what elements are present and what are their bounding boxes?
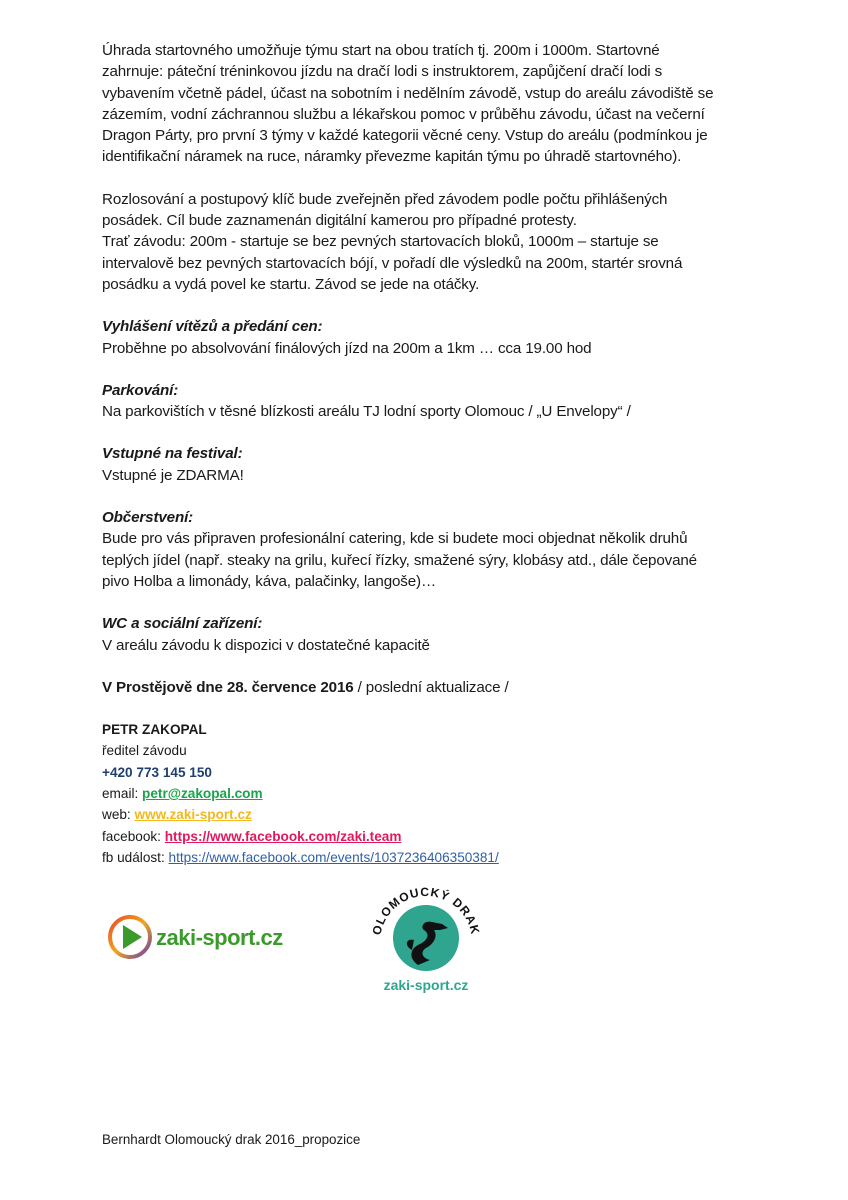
text-line: Na parkovištích v těsné blízkosti areálu TJ lodní sporty Olomouc / „U Envelopy“ / xyxy=(102,403,631,421)
section-vstupne xyxy=(102,443,752,486)
rozlosovani-paragraph xyxy=(102,189,752,295)
section-obcerstveni xyxy=(102,507,752,592)
web-link[interactable]: www.zaki-sport.cz xyxy=(134,807,252,823)
zaki-sport-logo-text: zaki-sport.cz xyxy=(156,925,283,950)
text-line: vybavením včetně pádel, účast na sobotním i nedělním závodě, vstup do areálu závodiště se xyxy=(102,84,714,102)
dateline-note: / poslední aktualizace / xyxy=(353,678,509,696)
section-heading: Občerstvení: xyxy=(102,509,194,527)
contact-phone[interactable]: +420 773 145 150 xyxy=(102,764,212,780)
text-line: Proběhne po absolvování finálových jízd na 200m a 1km … cca 19.00 hod xyxy=(102,339,592,357)
text-line: zahrnuje: páteční tréninkovou jízdu na dračí lodi s instruktorem, zapůjčení dračí lodi s xyxy=(102,63,663,81)
drak-logo-title: OLOMOUCKÝ DRAK xyxy=(369,884,483,937)
startovne-paragraph xyxy=(102,40,752,168)
text-line: Vstupné je ZDARMA! xyxy=(102,466,244,484)
section-heading: Vyhlášení vítězů a předání cen: xyxy=(102,318,323,336)
text-line: posádek. Cíl bude zaznamenán digitální kamerou pro případné protesty. xyxy=(102,212,577,230)
section-wc xyxy=(102,613,752,656)
section-heading: Vstupné na festival: xyxy=(102,445,243,463)
olomoucky-drak-logo xyxy=(368,880,483,995)
contact-name: PETR ZAKOPAL xyxy=(102,722,207,738)
text-line: pivo Holba a limonády, káva, palačinky, langoše)… xyxy=(102,572,436,590)
play-icon xyxy=(123,925,142,949)
text-line: identifikační náramek na ruce, náramky převezme kapitán týmu po úhradě startovného). xyxy=(102,148,682,166)
zaki-sport-logo xyxy=(106,912,296,962)
drak-logo-web: zaki-sport.cz xyxy=(383,977,469,993)
text-line: Dragon Párty, pro první 3 týmy v každé kategorii věcné ceny. Vstup do areálu (podmínkou je xyxy=(102,127,708,145)
text-line: Bude pro vás připraven profesionální catering, kde si budete moci objednat několik druhů xyxy=(102,530,688,548)
text-line: Úhrada startovného umožňuje týmu start na obou tratích tj. 200m i 1000m. Startovné xyxy=(102,42,660,59)
section-vyhlaseni xyxy=(102,316,752,359)
dateline-place-date: V Prostějově dne 28. července 2016 xyxy=(102,678,354,696)
contact-role: ředitel závodu xyxy=(102,743,187,759)
section-heading: WC a sociální zařízení: xyxy=(102,615,263,633)
text-line: intervalově bez pevných startovacích bójí, v pořadí dle výsledků na 200m, startér srovná xyxy=(102,254,683,272)
section-parkovani xyxy=(102,380,752,423)
facebook-link[interactable]: https://www.facebook.com/zaki.team xyxy=(164,828,402,844)
email-label: email: xyxy=(102,786,143,802)
section-heading: Parkování: xyxy=(102,381,179,399)
document-footer: Bernhardt Olomoucký drak 2016_propozice xyxy=(102,1132,361,1147)
text-line: V areálu závodu k dispozici v dostatečné kapacitě xyxy=(102,636,430,654)
fb-event-link[interactable]: https://www.facebook.com/events/1037236406350381/ xyxy=(168,849,499,865)
fb-event-label: fb událost: xyxy=(102,849,169,865)
email-link[interactable]: petr@zakopal.com xyxy=(142,786,263,802)
web-label: web: xyxy=(102,807,135,823)
contact-block xyxy=(102,719,752,868)
text-line: posádku a vydá povel ke startu. Závod se jede na otáčky. xyxy=(102,275,480,293)
text-line: zázemím, vodní záchrannou službu a lékařskou pomoc v průběhu závodu, účast na večerní xyxy=(102,105,705,123)
dateline xyxy=(102,677,752,698)
facebook-label: facebook: xyxy=(102,828,165,844)
text-line: teplých jídel (např. steaky na grilu, kuřecí řízky, smažené sýry, klobásy atd., dále čepované xyxy=(102,551,697,569)
document-page xyxy=(102,40,752,868)
text-line: Trať závodu: 200m - startuje se bez pevných startovacích bloků, 1000m – startuje se xyxy=(102,233,659,251)
text-line: Rozlosování a postupový klíč bude zveřejněn před závodem podle počtu přihlášených xyxy=(102,190,668,208)
